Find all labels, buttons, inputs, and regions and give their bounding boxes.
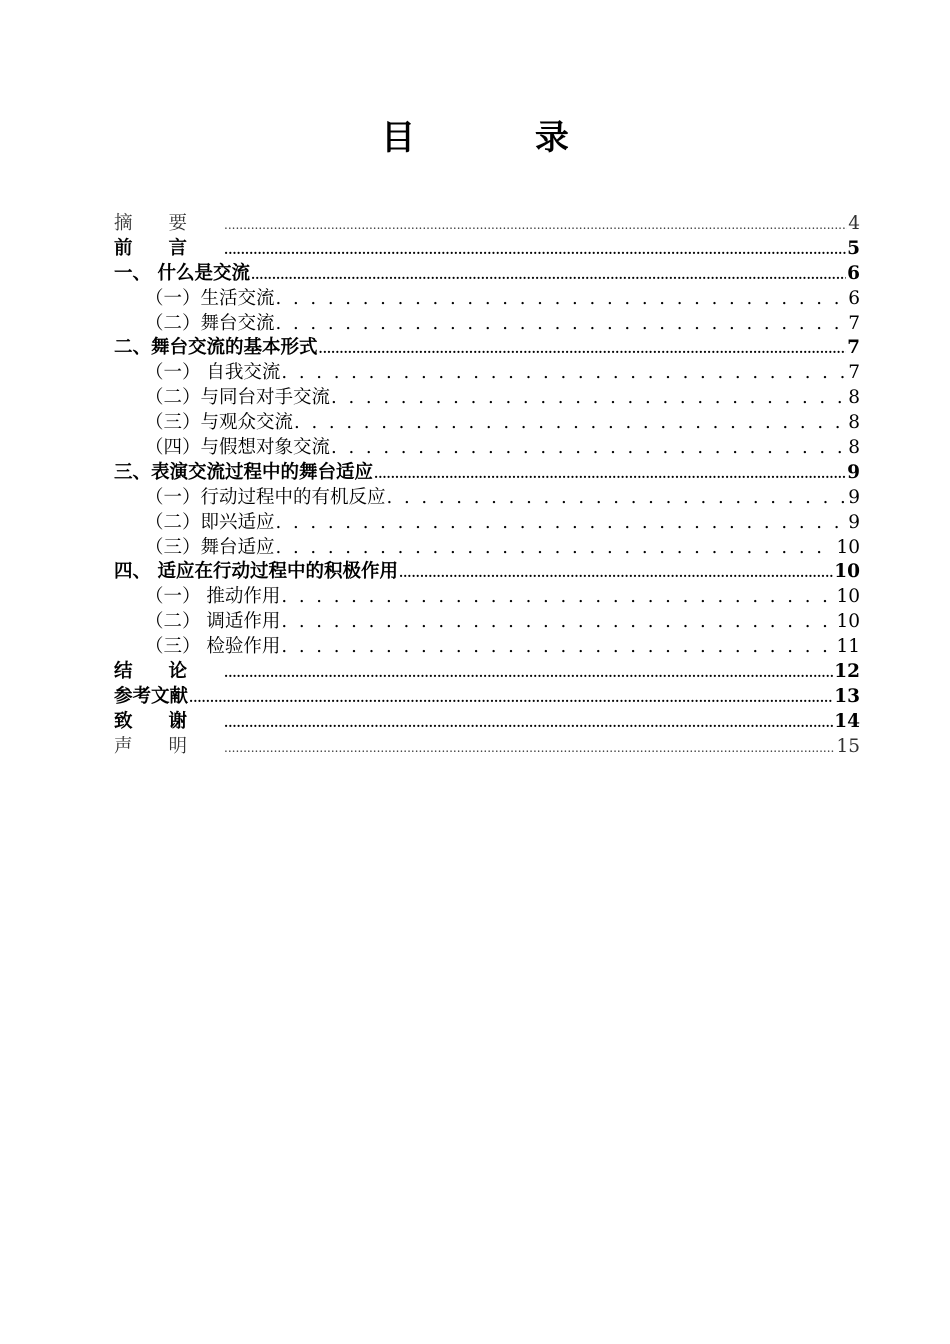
toc-entry-page: 8 (848, 437, 860, 459)
toc-entry[interactable] (114, 287, 860, 312)
toc-entry-page: 7 (848, 312, 860, 334)
toc-entry-page: 4 (848, 213, 860, 234)
toc-entry-page: 8 (848, 412, 860, 434)
dot-leader (399, 560, 833, 586)
toc-entry[interactable] (114, 336, 860, 361)
toc-entry-page: 9 (848, 486, 860, 508)
toc-entry[interactable] (114, 436, 860, 461)
dot-leader (251, 262, 846, 288)
toc-entry-page: 10 (836, 536, 860, 558)
toc-entry-label: （四）与假想对象交流 (145, 437, 331, 459)
dot-leader (331, 386, 847, 411)
toc-entry-label: 声明 (114, 735, 224, 757)
toc-entry-page: 8 (848, 387, 860, 409)
toc-entry-label: （三）舞台适应 (145, 536, 275, 558)
toc-entry[interactable] (114, 610, 860, 635)
dot-leader (281, 585, 835, 610)
toc-entry[interactable] (114, 461, 860, 486)
toc-entry-page: 6 (847, 262, 860, 284)
toc-entry-page: 13 (834, 685, 860, 707)
toc-entry-page: 10 (836, 586, 860, 608)
toc-entry-label: 摘要 (114, 213, 224, 234)
toc-entry-page: 15 (836, 735, 860, 757)
toc-entry-label: （三） 检验作用 (145, 636, 281, 658)
toc-entry-label: （一）行动过程中的有机反应 (145, 486, 386, 508)
dot-leader (276, 511, 848, 536)
toc-entry-label: （二）与同台对手交流 (145, 387, 331, 409)
toc-entry-page: 11 (836, 636, 860, 658)
toc-entry-label: 四、 适应在行动过程中的积极作用 (114, 561, 398, 583)
toc-entry[interactable] (114, 262, 860, 287)
toc-entry-label: 二、舞台交流的基本形式 (114, 337, 318, 359)
toc-entry-label: 致谢 (114, 710, 224, 732)
toc-entry-page: 10 (834, 561, 860, 583)
toc-entry[interactable] (114, 212, 860, 237)
toc-entry[interactable] (114, 710, 860, 735)
toc-entry-label: （一）生活交流 (145, 287, 275, 309)
toc-entry-label: 前言 (114, 237, 224, 259)
toc-entry-label: （二）即兴适应 (145, 511, 275, 533)
toc-entry-label: （一） 自我交流 (145, 362, 281, 384)
dot-leader (281, 610, 835, 635)
toc-entry-label: （三）与观众交流 (145, 412, 294, 434)
dot-leader (281, 635, 835, 660)
toc-entry-label: 参考文献 (114, 685, 189, 707)
dot-leader (281, 361, 847, 386)
dot-leader (294, 411, 847, 436)
page-title: 目 录 (381, 118, 623, 158)
dot-leader (374, 461, 846, 487)
toc-entry[interactable] (114, 386, 860, 411)
dot-leader (276, 287, 848, 312)
dot-leader (224, 212, 847, 238)
toc-entry-label: 三、表演交流过程中的舞台适应 (114, 461, 374, 483)
toc-entry[interactable] (114, 312, 860, 337)
dot-leader (276, 536, 836, 561)
dot-leader (319, 336, 847, 362)
dot-leader (224, 660, 833, 686)
toc-entry-label: （二）舞台交流 (145, 312, 275, 334)
toc-entry[interactable] (114, 361, 860, 386)
toc-entry-label: 一、 什么是交流 (114, 262, 250, 284)
toc-entry-label: （二） 调适作用 (145, 611, 281, 633)
toc-entry-page: 9 (847, 461, 860, 483)
toc-entry[interactable] (114, 486, 860, 511)
toc-entry[interactable] (114, 585, 860, 610)
dot-leader (224, 237, 846, 263)
toc-entry-page: 12 (834, 661, 860, 683)
dot-leader (224, 710, 833, 736)
toc-entry[interactable] (114, 411, 860, 436)
toc-entry-page: 6 (848, 287, 860, 309)
toc-entry[interactable] (114, 560, 860, 585)
dot-leader (387, 486, 848, 511)
dot-leader (189, 685, 833, 711)
toc-entry-page: 7 (847, 337, 860, 359)
toc-entry[interactable] (114, 660, 860, 685)
toc-entry[interactable] (114, 635, 860, 660)
dot-leader (331, 436, 847, 461)
toc-entry-page: 14 (834, 710, 860, 732)
toc-entry-page: 9 (848, 511, 860, 533)
toc-entry[interactable] (114, 237, 860, 262)
table-of-contents (114, 212, 860, 760)
dot-leader (276, 312, 848, 337)
dot-leader (224, 735, 835, 761)
toc-entry-page: 10 (836, 611, 860, 633)
toc-entry[interactable] (114, 685, 860, 710)
toc-entry-label: 结论 (114, 661, 224, 683)
toc-entry-page: 5 (847, 237, 860, 259)
toc-entry[interactable] (114, 511, 860, 536)
toc-entry-page: 7 (848, 362, 860, 384)
toc-entry[interactable] (114, 735, 860, 760)
toc-entry[interactable] (114, 536, 860, 561)
toc-entry-label: （一） 推动作用 (145, 586, 281, 608)
